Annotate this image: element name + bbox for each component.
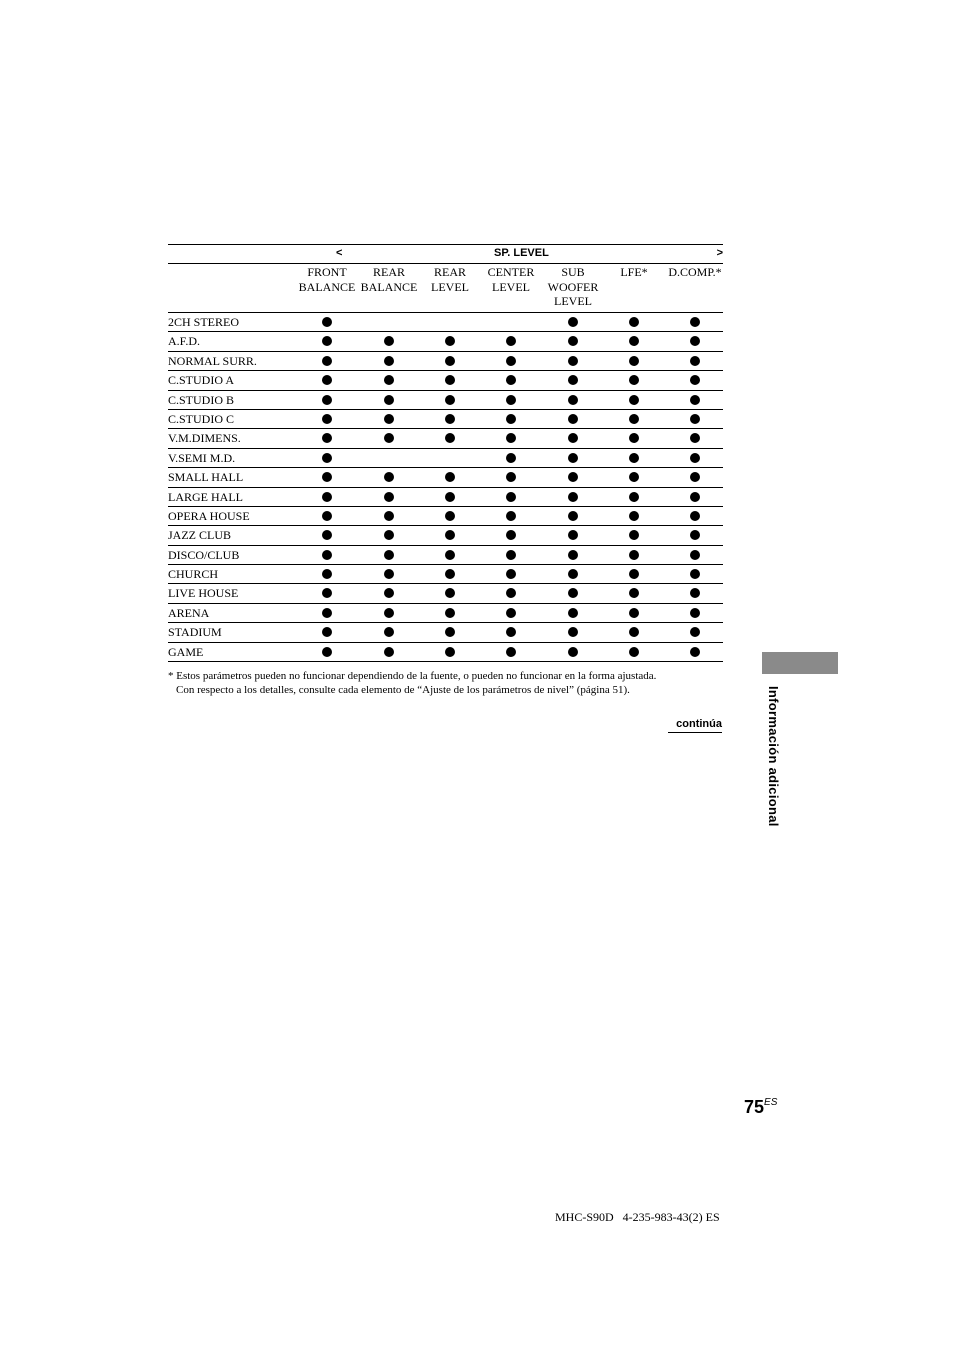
applicable-dot-icon — [384, 395, 394, 405]
applicable-dot-icon — [506, 588, 516, 598]
row-label: STADIUM — [168, 625, 222, 640]
applicable-dot-icon — [568, 317, 578, 327]
applicable-dot-icon — [568, 627, 578, 637]
applicable-dot-icon — [629, 375, 639, 385]
applicable-dot-icon — [690, 627, 700, 637]
applicable-dot-icon — [629, 433, 639, 443]
applicable-dot-icon — [322, 569, 332, 579]
applicable-dot-icon — [506, 433, 516, 443]
applicable-dot-icon — [690, 375, 700, 385]
group-left-bracket: < — [336, 247, 343, 259]
column-header: FRONT BALANCE — [298, 265, 356, 294]
table-row — [168, 643, 723, 662]
page-number-value: 75 — [744, 1097, 765, 1117]
applicable-dot-icon — [322, 356, 332, 366]
applicable-dot-icon — [568, 472, 578, 482]
row-label: C.STUDIO B — [168, 392, 235, 407]
applicable-dot-icon — [384, 588, 394, 598]
applicable-dot-icon — [384, 569, 394, 579]
applicable-dot-icon — [629, 414, 639, 424]
model-code: MHC-S90D 4-235-983-43(2) ES — [555, 1210, 720, 1224]
applicable-dot-icon — [629, 395, 639, 405]
applicable-dot-icon — [506, 453, 516, 463]
applicable-dot-icon — [690, 433, 700, 443]
applicable-dot-icon — [568, 588, 578, 598]
applicable-dot-icon — [322, 317, 332, 327]
applicable-dot-icon — [445, 336, 455, 346]
row-label: SMALL HALL — [168, 470, 244, 485]
applicable-dot-icon — [568, 433, 578, 443]
applicable-dot-icon — [445, 627, 455, 637]
applicable-dot-icon — [629, 530, 639, 540]
applicable-dot-icon — [568, 375, 578, 385]
sp-level-table — [168, 244, 723, 662]
applicable-dot-icon — [384, 511, 394, 521]
row-label: CHURCH — [168, 567, 219, 582]
applicable-dot-icon — [506, 511, 516, 521]
applicable-dot-icon — [568, 492, 578, 502]
applicable-dot-icon — [568, 414, 578, 424]
table-row — [168, 468, 723, 487]
row-label: V.SEMI M.D. — [168, 450, 236, 465]
applicable-dot-icon — [322, 588, 332, 598]
page-number-suffix: ES — [764, 1097, 778, 1108]
row-label: NORMAL SURR. — [168, 353, 257, 368]
applicable-dot-icon — [629, 317, 639, 327]
column-header: SUB WOOFER LEVEL — [547, 265, 599, 308]
table-row — [168, 429, 723, 448]
applicable-dot-icon — [690, 588, 700, 598]
table-row — [168, 565, 723, 584]
applicable-dot-icon — [445, 647, 455, 657]
applicable-dot-icon — [506, 472, 516, 482]
applicable-dot-icon — [690, 492, 700, 502]
applicable-dot-icon — [322, 530, 332, 540]
table-row — [168, 507, 723, 526]
continued-label: continúa — [668, 718, 722, 733]
applicable-dot-icon — [322, 472, 332, 482]
applicable-dot-icon — [322, 647, 332, 657]
row-label: OPERA HOUSE — [168, 508, 250, 523]
applicable-dot-icon — [506, 530, 516, 540]
applicable-dot-icon — [384, 414, 394, 424]
column-headers — [168, 264, 723, 313]
applicable-dot-icon — [629, 336, 639, 346]
applicable-dot-icon — [568, 395, 578, 405]
applicable-dot-icon — [629, 627, 639, 637]
applicable-dot-icon — [322, 395, 332, 405]
applicable-dot-icon — [690, 647, 700, 657]
applicable-dot-icon — [568, 511, 578, 521]
applicable-dot-icon — [690, 550, 700, 560]
table-row — [168, 604, 723, 623]
applicable-dot-icon — [568, 608, 578, 618]
section-side-label: Información adicional — [766, 686, 781, 827]
table-row — [168, 488, 723, 507]
footnote — [168, 669, 728, 697]
sp-level-group-header — [168, 244, 723, 264]
applicable-dot-icon — [384, 550, 394, 560]
applicable-dot-icon — [384, 492, 394, 502]
table-row — [168, 410, 723, 429]
table-row — [168, 449, 723, 468]
applicable-dot-icon — [629, 472, 639, 482]
applicable-dot-icon — [568, 336, 578, 346]
table-row — [168, 584, 723, 603]
column-header: REAR BALANCE — [360, 265, 418, 294]
group-title: SP. LEVEL — [494, 247, 549, 259]
table-body — [168, 313, 723, 662]
table-row — [168, 332, 723, 351]
table-row — [168, 526, 723, 545]
applicable-dot-icon — [445, 395, 455, 405]
table-row — [168, 623, 723, 642]
footnote-line-2: Con respecto a los detalles, consulte cada elemento de “Ajuste de los parámetros de nivel” (página 51). — [176, 684, 630, 696]
applicable-dot-icon — [690, 530, 700, 540]
applicable-dot-icon — [690, 608, 700, 618]
applicable-dot-icon — [690, 356, 700, 366]
applicable-dot-icon — [506, 647, 516, 657]
applicable-dot-icon — [568, 530, 578, 540]
column-header: REAR LEVEL — [431, 265, 469, 294]
column-header: CENTER LEVEL — [487, 265, 535, 294]
applicable-dot-icon — [629, 608, 639, 618]
applicable-dot-icon — [506, 550, 516, 560]
applicable-dot-icon — [629, 550, 639, 560]
applicable-dot-icon — [629, 588, 639, 598]
applicable-dot-icon — [690, 453, 700, 463]
applicable-dot-icon — [629, 647, 639, 657]
applicable-dot-icon — [445, 492, 455, 502]
applicable-dot-icon — [445, 550, 455, 560]
row-label: A.F.D. — [168, 334, 201, 349]
row-label: JAZZ CLUB — [168, 528, 231, 543]
applicable-dot-icon — [506, 414, 516, 424]
applicable-dot-icon — [568, 647, 578, 657]
row-label: LARGE HALL — [168, 489, 243, 504]
applicable-dot-icon — [322, 492, 332, 502]
applicable-dot-icon — [690, 472, 700, 482]
row-label: GAME — [168, 644, 204, 659]
applicable-dot-icon — [506, 375, 516, 385]
applicable-dot-icon — [629, 569, 639, 579]
applicable-dot-icon — [568, 550, 578, 560]
applicable-dot-icon — [322, 414, 332, 424]
applicable-dot-icon — [506, 492, 516, 502]
applicable-dot-icon — [445, 608, 455, 618]
table-row — [168, 313, 723, 332]
applicable-dot-icon — [506, 336, 516, 346]
row-label: C.STUDIO C — [168, 411, 235, 426]
row-label: C.STUDIO A — [168, 373, 235, 388]
applicable-dot-icon — [384, 608, 394, 618]
applicable-dot-icon — [445, 530, 455, 540]
applicable-dot-icon — [690, 511, 700, 521]
applicable-dot-icon — [445, 356, 455, 366]
applicable-dot-icon — [322, 627, 332, 637]
applicable-dot-icon — [322, 453, 332, 463]
section-tab-marker — [762, 652, 838, 674]
applicable-dot-icon — [690, 395, 700, 405]
applicable-dot-icon — [629, 453, 639, 463]
table-row — [168, 391, 723, 410]
applicable-dot-icon — [506, 395, 516, 405]
applicable-dot-icon — [568, 356, 578, 366]
applicable-dot-icon — [445, 433, 455, 443]
applicable-dot-icon — [568, 569, 578, 579]
applicable-dot-icon — [322, 511, 332, 521]
table-row — [168, 546, 723, 565]
row-label: ARENA — [168, 605, 210, 620]
column-header: LFE* — [620, 265, 648, 279]
applicable-dot-icon — [690, 336, 700, 346]
applicable-dot-icon — [629, 492, 639, 502]
applicable-dot-icon — [506, 608, 516, 618]
row-label: LIVE HOUSE — [168, 586, 239, 601]
applicable-dot-icon — [506, 627, 516, 637]
applicable-dot-icon — [384, 530, 394, 540]
applicable-dot-icon — [384, 647, 394, 657]
row-label: V.M.DIMENS. — [168, 431, 241, 446]
applicable-dot-icon — [506, 356, 516, 366]
applicable-dot-icon — [690, 569, 700, 579]
applicable-dot-icon — [384, 433, 394, 443]
applicable-dot-icon — [445, 375, 455, 385]
applicable-dot-icon — [568, 453, 578, 463]
applicable-dot-icon — [690, 414, 700, 424]
applicable-dot-icon — [384, 375, 394, 385]
row-label: DISCO/CLUB — [168, 547, 240, 562]
applicable-dot-icon — [690, 317, 700, 327]
group-right-bracket: > — [716, 247, 723, 259]
applicable-dot-icon — [322, 550, 332, 560]
applicable-dot-icon — [445, 414, 455, 424]
applicable-dot-icon — [629, 511, 639, 521]
applicable-dot-icon — [445, 569, 455, 579]
table-row — [168, 352, 723, 371]
applicable-dot-icon — [322, 433, 332, 443]
column-header: D.COMP.* — [668, 265, 722, 279]
applicable-dot-icon — [322, 375, 332, 385]
footnote-line-1: * Estos parámetros pueden no funcionar dependiendo de la fuente, o pueden no funcionar en la forma ajustada. — [168, 670, 657, 682]
applicable-dot-icon — [629, 356, 639, 366]
applicable-dot-icon — [322, 608, 332, 618]
applicable-dot-icon — [384, 336, 394, 346]
applicable-dot-icon — [506, 569, 516, 579]
applicable-dot-icon — [445, 511, 455, 521]
row-label: 2CH STEREO — [168, 315, 240, 329]
table-row — [168, 371, 723, 390]
applicable-dot-icon — [384, 472, 394, 482]
applicable-dot-icon — [384, 627, 394, 637]
applicable-dot-icon — [445, 588, 455, 598]
applicable-dot-icon — [322, 336, 332, 346]
applicable-dot-icon — [384, 356, 394, 366]
page-number — [744, 1097, 777, 1118]
applicable-dot-icon — [445, 472, 455, 482]
